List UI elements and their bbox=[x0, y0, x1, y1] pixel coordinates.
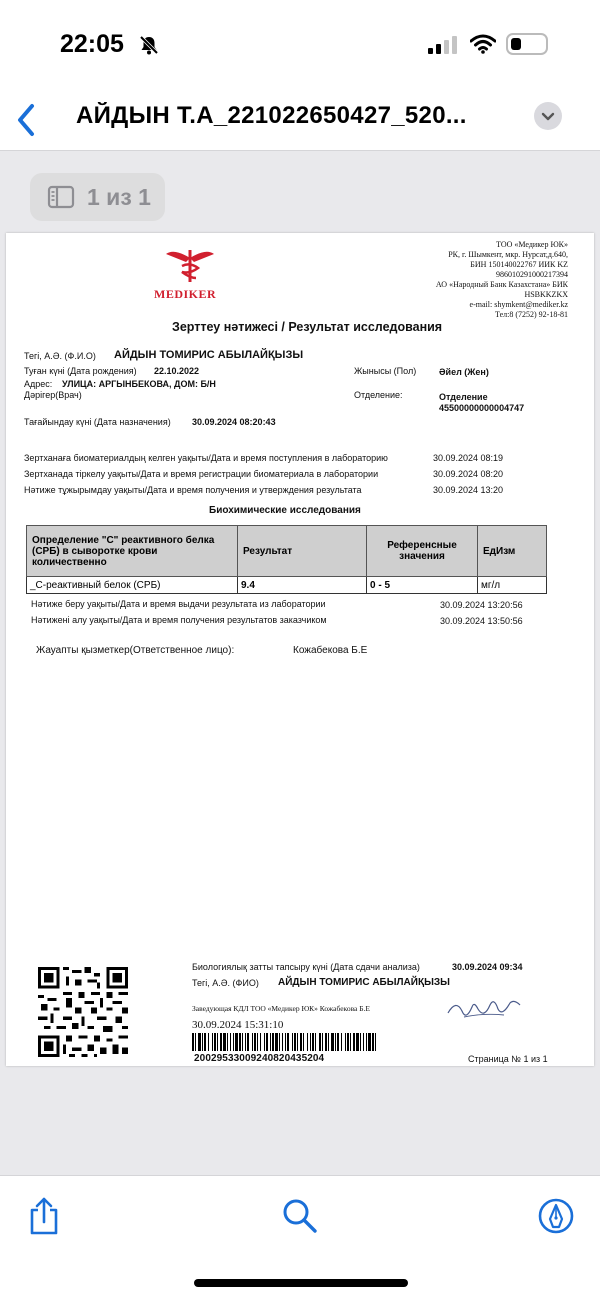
dob-value: 22.10.2022 bbox=[154, 366, 200, 376]
company-line-4: 986010291000217394 bbox=[496, 270, 568, 279]
submit-date-label: Биологиялық затты тапсыру күні (Дата сдачи анализа) bbox=[192, 962, 420, 972]
reference-cell: 0 - 5 bbox=[367, 577, 478, 594]
fio2-label: Тегі, А.Ә. (ФИО) bbox=[192, 978, 259, 988]
navigation-bar bbox=[0, 90, 600, 151]
table-header-result: Результат bbox=[238, 526, 367, 577]
sex-label: Жынысы (Пол) bbox=[354, 366, 417, 376]
more-menu-button[interactable] bbox=[534, 102, 562, 130]
table-header-unit: ЕдИзм bbox=[478, 526, 547, 577]
address-value: УЛИЦА: АРГЫНБЕКОВА, ДОМ: Б/Н bbox=[62, 379, 216, 389]
issue-time-label: Нәтиже беру уақыты/Дата и время выдачи результата из лаборатории bbox=[31, 599, 326, 609]
head-of-lab-line: Заведующая КДЛ ТОО «Медикер ЮК» Кожабекова Б.Е bbox=[192, 1004, 370, 1013]
qr-code bbox=[38, 963, 128, 1061]
appointment-value: 30.09.2024 08:20:43 bbox=[192, 417, 276, 427]
company-line-2: РК, г. Шымкент, мкр. Нурсат,д.640, bbox=[448, 250, 568, 259]
fio-value: АЙДЫН ТОМИРИС АБЫЛАЙҚЫЗЫ bbox=[114, 349, 304, 361]
dob-label: Туған күні (Дата рождения) bbox=[24, 366, 137, 376]
page-indicator[interactable] bbox=[30, 173, 165, 221]
company-line-6: HSBKKZKX bbox=[524, 290, 568, 299]
responsible-value: Кожабекова Б.Е bbox=[293, 645, 368, 656]
page-count-label: 1 из 1 bbox=[87, 184, 151, 210]
table-row bbox=[27, 577, 547, 594]
document-title: АЙДЫН Т.А_221022650427_520... bbox=[76, 102, 467, 129]
issue-time-value: 30.09.2024 13:20:56 bbox=[440, 600, 523, 610]
company-line-1: ТОО «Медикер ЮК» bbox=[496, 240, 568, 249]
signature-icon bbox=[444, 995, 524, 1025]
battery-icon bbox=[506, 33, 548, 55]
date-registered-label: Зертханада тіркелу уақыты/Дата и время регистрации биоматериала в лаборатории bbox=[24, 469, 379, 479]
markup-icon[interactable] bbox=[538, 1198, 574, 1234]
date-received-label: Зертханаға биоматериалдың келген уақыты/Дата и время поступления в лабораторию bbox=[24, 453, 388, 463]
date-registered-value: 30.09.2024 08:20 bbox=[433, 469, 504, 479]
address-label: Адрес: bbox=[24, 379, 53, 389]
company-line-3: БИН 150140022767 ИИК KZ bbox=[470, 260, 568, 269]
sidebar-icon bbox=[47, 185, 75, 209]
receive-time-label: Нәтижені алу уақыты/Дата и время получения результатов заказчиком bbox=[31, 615, 327, 625]
appointment-label: Тағайындау күні (Дата назначения) bbox=[24, 417, 171, 427]
submit-date-value: 30.09.2024 09:34 bbox=[452, 962, 523, 972]
barcode-number: 2002953300924082043520​4 bbox=[194, 1053, 325, 1064]
logo-text: MEDIKER bbox=[154, 287, 217, 301]
date-approved-value: 30.09.2024 13:20 bbox=[433, 485, 504, 495]
section-title: Биохимические исследования bbox=[209, 505, 361, 516]
cellular-signal-icon bbox=[428, 36, 460, 54]
department-label: Отделение: bbox=[354, 390, 403, 400]
barcode bbox=[192, 1033, 376, 1051]
result-cell: 9.4 bbox=[238, 577, 367, 594]
responsible-label: Жауапты қызметкер(Ответственное лицо): bbox=[36, 645, 235, 656]
test-name-cell: _С-реактивный белок (СРБ) bbox=[27, 577, 238, 594]
mediker-logo-icon bbox=[164, 248, 216, 284]
company-email: e-mail: shymkent@mediker.kz bbox=[469, 300, 568, 309]
table-header-reference: Референсные значения bbox=[367, 526, 478, 577]
page-number: Страница № 1 из 1 bbox=[468, 1054, 548, 1064]
receive-time-value: 30.09.2024 13:50:56 bbox=[440, 616, 523, 626]
chevron-down-icon bbox=[534, 102, 562, 130]
table-header-test: Определение "С" реактивного белка (СРБ) в сыворотке крови количественно bbox=[27, 526, 238, 577]
stamp-datetime: 30.09.2024 15:31:10 bbox=[192, 1019, 284, 1031]
page-heading: Зерттеу нәтижесі / Результат исследования bbox=[172, 320, 443, 334]
home-indicator bbox=[194, 1279, 408, 1287]
company-phone: Тел:8 (7252) 92-18-81 bbox=[494, 310, 568, 319]
bell-muted-icon bbox=[138, 34, 160, 56]
back-chevron-icon[interactable] bbox=[12, 100, 40, 140]
department-value: Отделение bbox=[439, 392, 488, 402]
search-icon[interactable] bbox=[282, 1198, 318, 1234]
share-icon[interactable] bbox=[28, 1196, 60, 1236]
status-bar bbox=[0, 0, 600, 90]
results-table bbox=[26, 525, 547, 594]
doctor-label: Дәрігер(Врач) bbox=[24, 390, 82, 400]
fio-label: Тегі, А.Ә. (Ф.И.О) bbox=[24, 351, 96, 361]
date-approved-label: Нәтиже тұжырымдау уақыты/Дата и время получения и утверждения результата bbox=[24, 485, 362, 495]
sex-value: Әйел (Жен) bbox=[439, 367, 489, 377]
company-line-5: АО «Народный Банк Казахстана» БИК bbox=[435, 280, 568, 289]
unit-cell: мг/л bbox=[478, 577, 547, 594]
table-header-row bbox=[27, 526, 547, 577]
clock: 22:05 bbox=[60, 30, 124, 58]
fio2-value: АЙДЫН ТОМИРИС АБЫЛАЙҚЫЗЫ bbox=[278, 977, 450, 988]
document-page bbox=[6, 233, 594, 1066]
wifi-icon bbox=[470, 34, 496, 54]
date-received-value: 30.09.2024 08:19 bbox=[433, 453, 504, 463]
department-code: 45500000000004747 bbox=[439, 403, 525, 413]
